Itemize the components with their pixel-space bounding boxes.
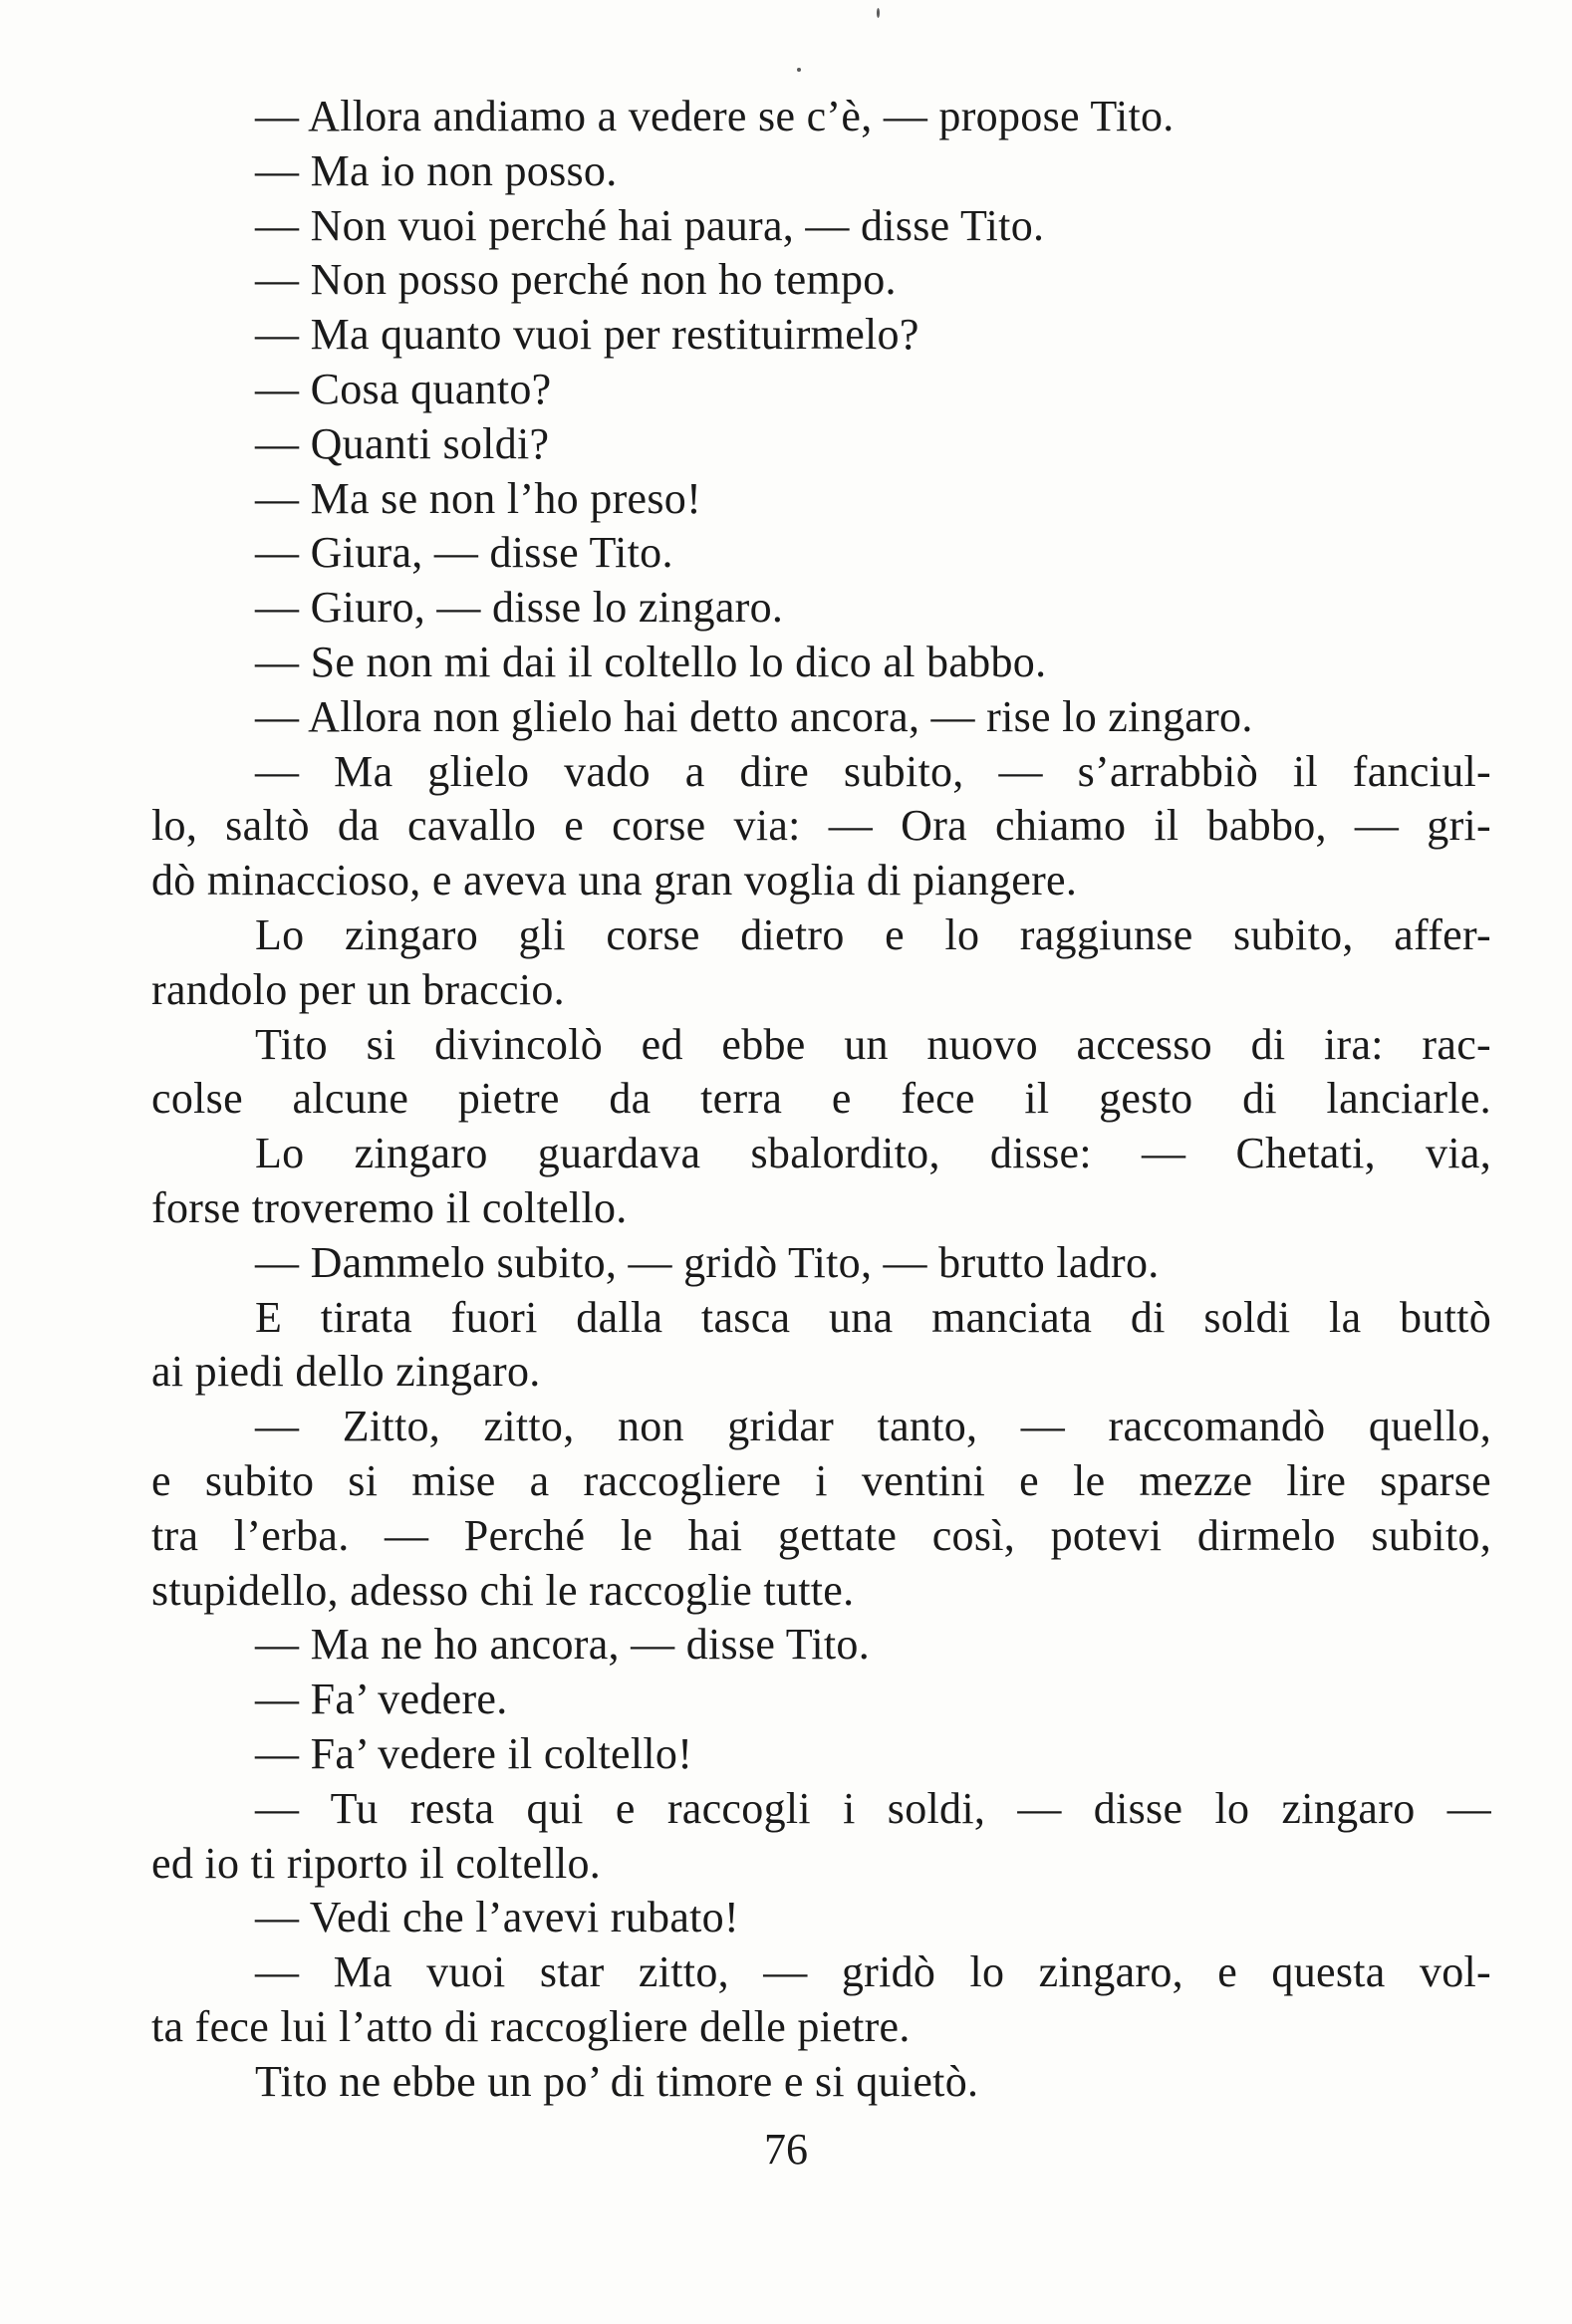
text-line: — Quanti soldi? [255, 418, 550, 468]
text-line: — Ma glielo vado a dire subito, — s’arrabbiò il fanciul- [255, 746, 1491, 796]
text-line: — Allora non glielo hai detto ancora, — rise lo zingaro. [255, 691, 1253, 741]
text-line: — Fa’ vedere il coltello! [255, 1728, 693, 1778]
text-line: — Ma se non l’ho preso! [255, 473, 702, 523]
text-line: ai piedi dello zingaro. [151, 1347, 541, 1397]
text-line: Lo zingaro gli corse dietro e lo raggiunse subito, affer- [255, 909, 1491, 959]
text-line: lo, saltò da cavallo e corse via: — Ora chiamo il babbo, — gri- [151, 801, 1491, 851]
text-line: — Ma vuoi star zitto, — gridò lo zingaro, e questa vol- [255, 1947, 1491, 1997]
text-line: ta fece lui l’atto di raccogliere delle pietre. [151, 2001, 911, 2051]
text-line: stupidello, adesso chi le raccoglie tutte. [151, 1565, 855, 1615]
text-line: — Zitto, zitto, non gridar tanto, — raccomandò quello, [255, 1402, 1491, 1451]
text-line: — Tu resta qui e raccogli i soldi, — disse lo zingaro — [255, 1783, 1491, 1833]
text-line: forse troveremo il coltello. [151, 1182, 628, 1232]
text-line: — Se non mi dai il coltello lo dico al babbo. [255, 637, 1047, 686]
text-line: colse alcune pietre da terra e fece il gesto di lanciarle. [151, 1074, 1491, 1124]
text-line: tra l’erba. — Perché le hai gettate così, potevi dirmelo subito, [151, 1510, 1491, 1560]
text-line: Tito ne ebbe un po’ di timore e si quietò. [255, 2056, 979, 2106]
text-line: — Cosa quanto? [255, 364, 552, 413]
text-line: Lo zingaro guardava sbalordito, disse: — Chetati, via, [255, 1129, 1491, 1178]
text-line: randolo per un braccio. [151, 964, 565, 1014]
text-line: — Ma quanto vuoi per restituirmelo? [255, 310, 919, 360]
text-line: — Non vuoi perché hai paura, — disse Tito. [255, 200, 1045, 250]
text-line: e subito si mise a raccogliere i ventini e le mezze lire sparse [151, 1455, 1491, 1505]
ink-speck [797, 68, 801, 72]
text-line: — Dammelo subito, — gridò Tito, — brutto ladro. [255, 1237, 1160, 1287]
text-line: — Non posso perché non ho tempo. [255, 255, 897, 305]
text-line: — Vedi che l’avevi rubato! [255, 1893, 739, 1942]
ink-speck [877, 8, 880, 18]
text-line: E tirata fuori dalla tasca una manciata di soldi la buttò [255, 1292, 1491, 1342]
text-line: — Giuro, — disse lo zingaro. [255, 583, 784, 633]
page-number: 76 [764, 2125, 808, 2174]
text-line: dò minaccioso, e aveva una gran voglia di piangere. [151, 856, 1078, 905]
body-text [151, 90, 1491, 2109]
text-line: — Allora andiamo a vedere se c’è, — propose Tito. [255, 92, 1175, 140]
text-line: — Ma io non posso. [255, 145, 618, 195]
text-line: — Ma ne ho ancora, — disse Tito. [255, 1620, 871, 1670]
text-line: — Fa’ vedere. [255, 1675, 508, 1724]
text-line: Tito si divincolò ed ebbe un nuovo accesso di ira: rac- [255, 1019, 1491, 1069]
text-line: ed io ti riporto il coltello. [151, 1838, 602, 1888]
text-line: — Giura, — disse Tito. [255, 528, 673, 578]
